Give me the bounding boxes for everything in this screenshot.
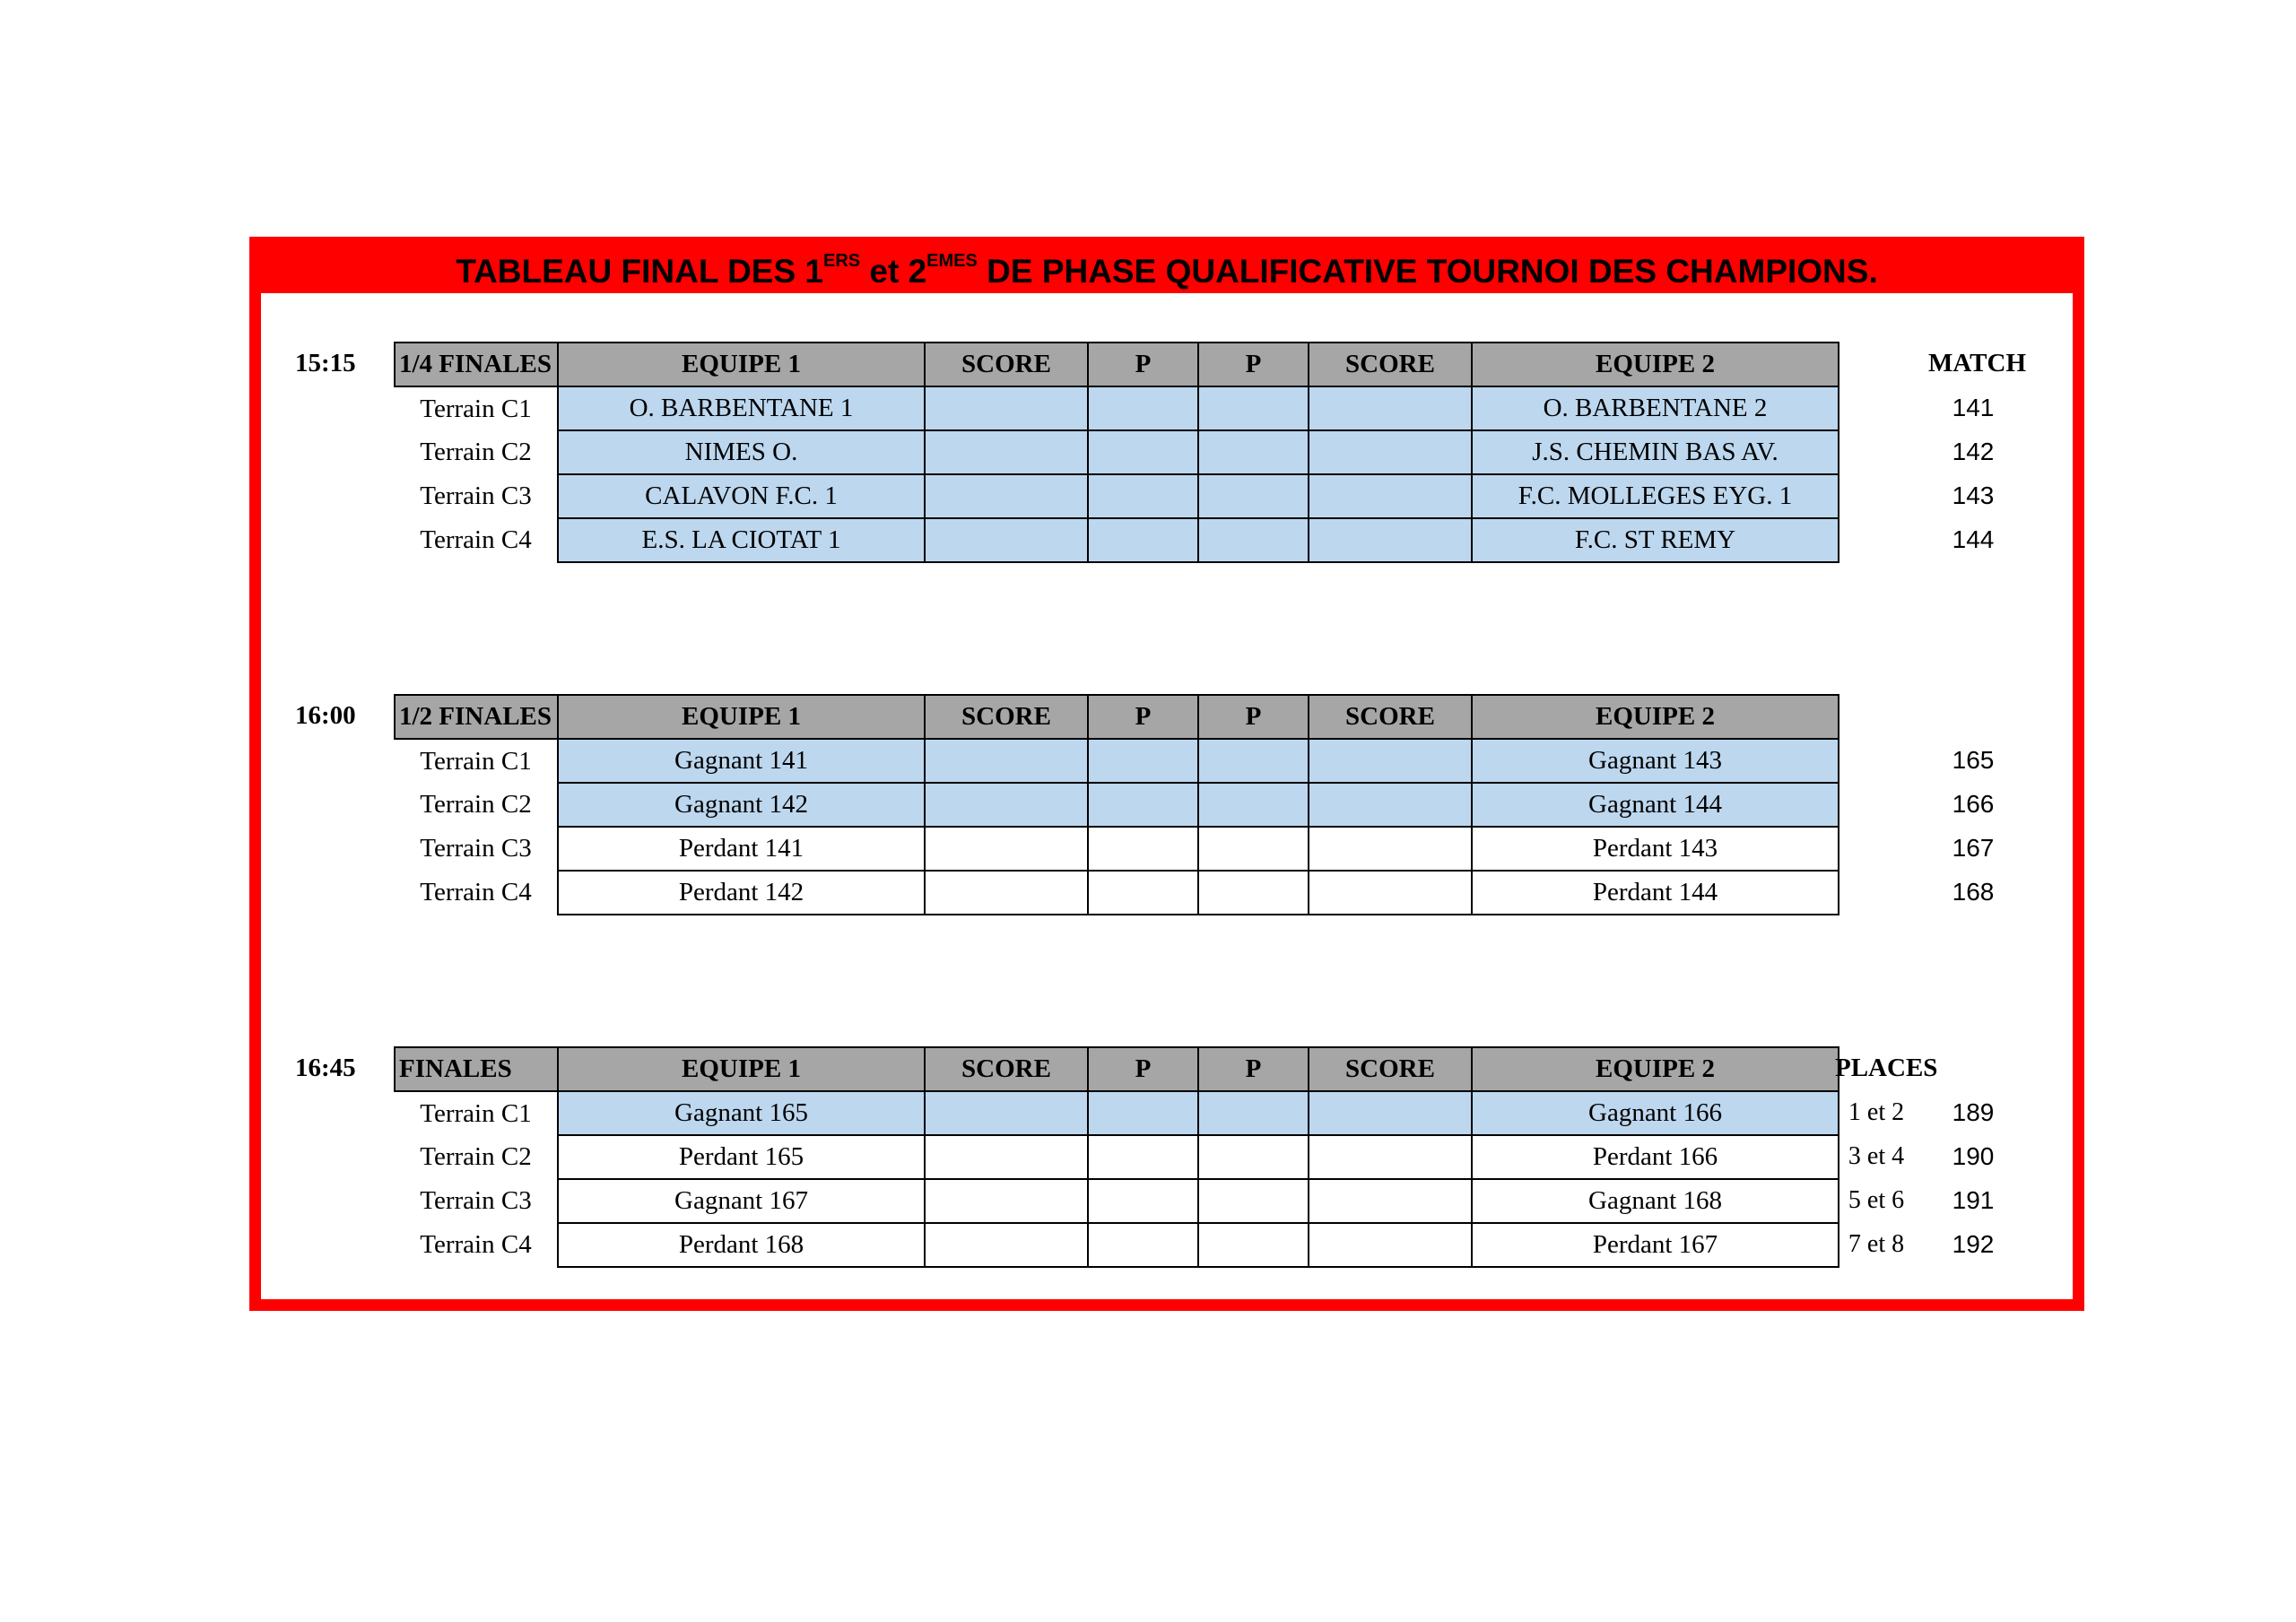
penalty2-cell[interactable] — [1198, 1179, 1309, 1223]
score1-cell[interactable] — [925, 1135, 1088, 1179]
header-p-2: P — [1198, 343, 1309, 386]
header-equipe1: EQUIPE 1 — [558, 695, 925, 739]
penalty2-cell[interactable] — [1198, 827, 1309, 871]
match-number: 144 — [1952, 525, 1995, 553]
table-row — [395, 518, 1839, 562]
match-table — [394, 342, 1839, 563]
team1-cell: Gagnant 165 — [558, 1091, 925, 1135]
score2-cell[interactable] — [1309, 518, 1472, 562]
match-number: 165 — [1952, 746, 1995, 774]
team2-cell: F.C. MOLLEGES EYG. 1 — [1472, 474, 1839, 518]
match-number: 189 — [1952, 1098, 1995, 1126]
penalty2-cell[interactable] — [1198, 871, 1309, 915]
match-number: 141 — [1952, 394, 1995, 421]
terrain-label: Terrain C1 — [420, 1098, 532, 1128]
team1-cell: Gagnant 141 — [558, 739, 925, 783]
page-title — [261, 248, 2073, 293]
score1-cell[interactable] — [925, 1179, 1088, 1223]
header-equipe2: EQUIPE 2 — [1472, 343, 1839, 386]
team2-cell: F.C. ST REMY — [1472, 518, 1839, 562]
team2-cell: Perdant 144 — [1472, 871, 1839, 915]
match-table — [394, 1046, 1839, 1268]
score1-cell[interactable] — [925, 1223, 1088, 1267]
table-header-row — [395, 1047, 1839, 1091]
header-p-1: P — [1088, 695, 1198, 739]
terrain-label: Terrain C2 — [420, 438, 532, 466]
table-row — [395, 1223, 1839, 1267]
score1-cell[interactable] — [925, 1091, 1088, 1135]
team1-cell: Gagnant 167 — [558, 1179, 925, 1223]
penalty1-cell[interactable] — [1088, 739, 1198, 783]
team1-cell: Perdant 142 — [558, 871, 925, 915]
terrain-label: Terrain C2 — [420, 1142, 532, 1171]
score2-cell[interactable] — [1309, 474, 1472, 518]
penalty1-cell[interactable] — [1088, 871, 1198, 915]
score2-cell[interactable] — [1309, 871, 1472, 915]
team2-cell: Perdant 166 — [1472, 1135, 1839, 1179]
terrain-label: Terrain C3 — [420, 481, 532, 510]
title-part3: DE PHASE QUALIFICATIVE TOURNOI DES CHAMPIONS. — [977, 253, 1878, 290]
match-table — [394, 694, 1839, 915]
header-p-2: P — [1198, 695, 1309, 739]
penalty1-cell[interactable] — [1088, 474, 1198, 518]
title-part2: et 2 — [860, 253, 927, 290]
match-number: 143 — [1952, 481, 1995, 509]
places-value: 7 et 8 — [1848, 1230, 1905, 1258]
round-label: FINALES — [395, 1047, 558, 1091]
team2-cell: Gagnant 166 — [1472, 1091, 1839, 1135]
penalty1-cell[interactable] — [1088, 783, 1198, 827]
round-time: 16:45 — [295, 1054, 356, 1082]
table-row — [395, 739, 1839, 783]
score2-cell[interactable] — [1309, 827, 1472, 871]
team1-cell: NIMES O. — [558, 430, 925, 474]
penalty1-cell[interactable] — [1088, 827, 1198, 871]
places-value: 5 et 6 — [1848, 1186, 1905, 1214]
terrain-label: Terrain C4 — [420, 878, 532, 906]
team1-cell: Gagnant 142 — [558, 783, 925, 827]
terrain-label: Terrain C1 — [420, 746, 532, 776]
team1-cell: E.S. LA CIOTAT 1 — [558, 518, 925, 562]
header-equipe2: EQUIPE 2 — [1472, 1047, 1839, 1091]
places-header: PLACES — [1835, 1054, 1938, 1082]
header-equipe1: EQUIPE 1 — [558, 343, 925, 386]
score1-cell[interactable] — [925, 783, 1088, 827]
round-label: 1/2 FINALES — [395, 695, 558, 739]
score1-cell[interactable] — [925, 739, 1088, 783]
score2-cell[interactable] — [1309, 739, 1472, 783]
team2-cell: O. BARBENTANE 2 — [1472, 386, 1839, 430]
penalty2-cell[interactable] — [1198, 739, 1309, 783]
team2-cell: Perdant 143 — [1472, 827, 1839, 871]
table-row — [395, 871, 1839, 915]
penalty2-cell[interactable] — [1198, 474, 1309, 518]
score1-cell[interactable] — [925, 474, 1088, 518]
header-score-2: SCORE — [1309, 1047, 1472, 1091]
table-row — [395, 386, 1839, 430]
penalty2-cell[interactable] — [1198, 386, 1309, 430]
score2-cell[interactable] — [1309, 1091, 1472, 1135]
score1-cell[interactable] — [925, 430, 1088, 474]
team2-cell: Gagnant 143 — [1472, 739, 1839, 783]
penalty1-cell[interactable] — [1088, 518, 1198, 562]
table-header-row — [395, 343, 1839, 386]
header-equipe1: EQUIPE 1 — [558, 1047, 925, 1091]
penalty1-cell[interactable] — [1088, 1135, 1198, 1179]
score2-cell[interactable] — [1309, 1135, 1472, 1179]
penalty1-cell[interactable] — [1088, 1223, 1198, 1267]
score2-cell[interactable] — [1309, 430, 1472, 474]
penalty1-cell[interactable] — [1088, 1091, 1198, 1135]
score2-cell[interactable] — [1309, 783, 1472, 827]
round-time: 15:15 — [295, 349, 356, 377]
match-number: 192 — [1952, 1230, 1995, 1258]
penalty2-cell[interactable] — [1198, 430, 1309, 474]
penalty2-cell[interactable] — [1198, 1223, 1309, 1267]
terrain-label: Terrain C3 — [420, 834, 532, 863]
terrain-label: Terrain C1 — [420, 394, 532, 423]
match-number: 166 — [1952, 790, 1995, 818]
title-part1: TABLEAU FINAL DES 1 — [456, 253, 823, 290]
score1-cell[interactable] — [925, 386, 1088, 430]
score2-cell[interactable] — [1309, 1179, 1472, 1223]
header-equipe2: EQUIPE 2 — [1472, 695, 1839, 739]
header-p-1: P — [1088, 343, 1198, 386]
score1-cell[interactable] — [925, 827, 1088, 871]
table-row — [395, 430, 1839, 474]
title-sup2: EMES — [926, 251, 978, 271]
table-row — [395, 827, 1839, 871]
team2-cell: Perdant 167 — [1472, 1223, 1839, 1267]
header-p-1: P — [1088, 1047, 1198, 1091]
header-score-2: SCORE — [1309, 343, 1472, 386]
terrain-label: Terrain C3 — [420, 1186, 532, 1215]
table-row — [395, 1091, 1839, 1135]
round-time: 16:00 — [295, 701, 356, 730]
score2-cell[interactable] — [1309, 386, 1472, 430]
terrain-label: Terrain C4 — [420, 1230, 532, 1259]
penalty2-cell[interactable] — [1198, 518, 1309, 562]
match-number: 142 — [1952, 438, 1995, 465]
round-label: 1/4 FINALES — [395, 343, 558, 386]
penalty2-cell[interactable] — [1198, 1135, 1309, 1179]
header-score-1: SCORE — [925, 1047, 1088, 1091]
terrain-label: Terrain C2 — [420, 790, 532, 819]
match-number: 190 — [1952, 1142, 1995, 1170]
places-value: 1 et 2 — [1848, 1098, 1905, 1126]
header-score-2: SCORE — [1309, 695, 1472, 739]
penalty1-cell[interactable] — [1088, 430, 1198, 474]
team2-cell: Gagnant 144 — [1472, 783, 1839, 827]
table-row — [395, 1135, 1839, 1179]
tournament-frame — [249, 237, 2084, 1311]
team1-cell: O. BARBENTANE 1 — [558, 386, 925, 430]
score1-cell[interactable] — [925, 871, 1088, 915]
match-header: MATCH — [1928, 349, 2027, 377]
team1-cell: CALAVON F.C. 1 — [558, 474, 925, 518]
team2-cell: J.S. CHEMIN BAS AV. — [1472, 430, 1839, 474]
score2-cell[interactable] — [1309, 1223, 1472, 1267]
match-number: 191 — [1952, 1186, 1995, 1214]
table-row — [395, 1179, 1839, 1223]
team1-cell: Perdant 168 — [558, 1223, 925, 1267]
places-value: 3 et 4 — [1848, 1142, 1905, 1170]
penalty2-cell[interactable] — [1198, 783, 1309, 827]
penalty1-cell[interactable] — [1088, 386, 1198, 430]
header-score-1: SCORE — [925, 695, 1088, 739]
team1-cell: Perdant 165 — [558, 1135, 925, 1179]
table-row — [395, 474, 1839, 518]
penalty1-cell[interactable] — [1088, 1179, 1198, 1223]
table-header-row — [395, 695, 1839, 739]
match-number: 167 — [1952, 834, 1995, 862]
terrain-label: Terrain C4 — [420, 525, 532, 554]
penalty2-cell[interactable] — [1198, 1091, 1309, 1135]
team2-cell: Gagnant 168 — [1472, 1179, 1839, 1223]
header-p-2: P — [1198, 1047, 1309, 1091]
title-sup1: ERS — [823, 251, 861, 271]
table-row — [395, 783, 1839, 827]
header-score-1: SCORE — [925, 343, 1088, 386]
team1-cell: Perdant 141 — [558, 827, 925, 871]
score1-cell[interactable] — [925, 518, 1088, 562]
match-number: 168 — [1952, 878, 1995, 906]
